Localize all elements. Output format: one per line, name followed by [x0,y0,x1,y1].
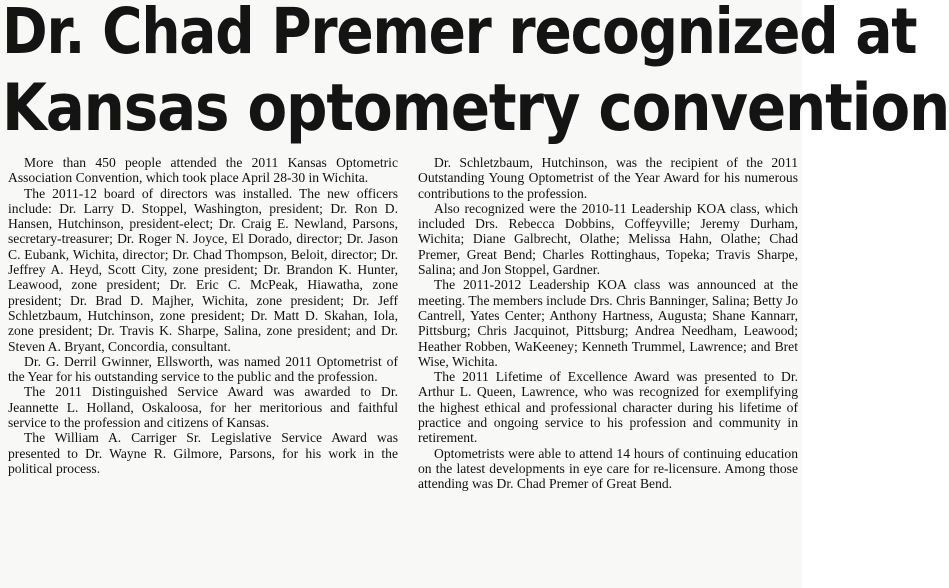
paragraph: Dr. Schletzbaum, Hutchinson, was the recipient of the 2011 Outstanding Young Optometrist of the Year Award for his numerous contributions to the profession. [418,155,798,201]
article-column-right [418,155,798,585]
paragraph: Dr. G. Derril Gwinner, Ellsworth, was named 2011 Optometrist of the Year for his outstanding service to the public and the profession. [8,353,398,385]
paragraph: The 2011-2012 Leadership KOA class was announced at the meeting. The members include Drs. Chris Banninger, Salina; Betty Jo Cantrell, Yates Center; Anthony Hartness, Augusta; Shane Kannarr, Pittsburg; Chris Jacquinot, Pittsburg; Andrea Needham, Leawood; Heather Robben, WaKeeney; Kenneth Trummel, Lawrence; and Bret Wise, Wichita. [418,277,798,369]
paragraph: More than 450 people attended the 2011 Kansas Optometric Association Convention, which took place April 28-30 in Wichita. [8,155,398,186]
headline-line-1: Dr. Chad Premer recognized at [2,0,917,68]
paragraph: Optometrists were able to attend 14 hours of continuing education on the latest developments in eye care for re-licensure. Among those attending was Dr. Chad Premer of Great Bend. [418,445,798,492]
paragraph: The William A. Carriger Sr. Legislative Service Award was presented to Dr. Wayne R. Gilmore, Parsons, for his work in the political process. [8,430,398,476]
article-column-left [8,155,398,585]
headline-line-2: Kansas optometry convention [2,69,949,146]
paragraph: The 2011-12 board of directors was installed. The new officers include: Dr. Larry D. Stoppel, Washington, president; Dr. Ron D. Hansen, Hutchinson, president-elect; Dr. Craig E. Newland, Parsons, secretary-treasurer; Dr. Roger N. Joyce, El Dorado, director; Dr. Jason C. Eubank, Wichita, director; Dr. Chad Thompson, Beloit, director; Dr. Jeffrey A. Heyd, Scott City, zone president; Dr. Brandon K. Hunter, Leawood, zone president; Dr. Eric C. McPeak, Hiawatha, zone president; Dr. Brad D. Majher, Wichita, zone president; Dr. Jeff Schletzbaum, Hutchinson, zone president; Dr. Matt D. Skahan, Iola, zone president; Dr. Travis K. Sharpe, Salina, zone president; and Dr. Steven A. Bryant, Concordia, consultant. [8,185,398,354]
paragraph: Also recognized were the 2010-11 Leadership KOA class, which included Drs. Rebecca Dobbins, Coffeyville; Jeremy Durham, Wichita; Diane Galbrecht, Olathe; Melissa Hahn, Olathe; Chad Premer, Great Bend; Charles Rottinghaus, Topeka; Travis Sharpe, Salina; and Jon Stoppel, Gardner. [418,200,798,278]
paragraph: The 2011 Distinguished Service Award was awarded to Dr. Jeannette L. Holland, Oskaloosa, for her meritorious and faithful service to the profession and citizens of Kansas. [8,384,398,431]
paragraph: The 2011 Lifetime of Excellence Award was presented to Dr. Arthur L. Queen, Lawrence, who was recognized for exemplifying the highest ethical and professional character during his lifetime of practice and ongoing service to his profession and community in retirement. [418,369,798,446]
